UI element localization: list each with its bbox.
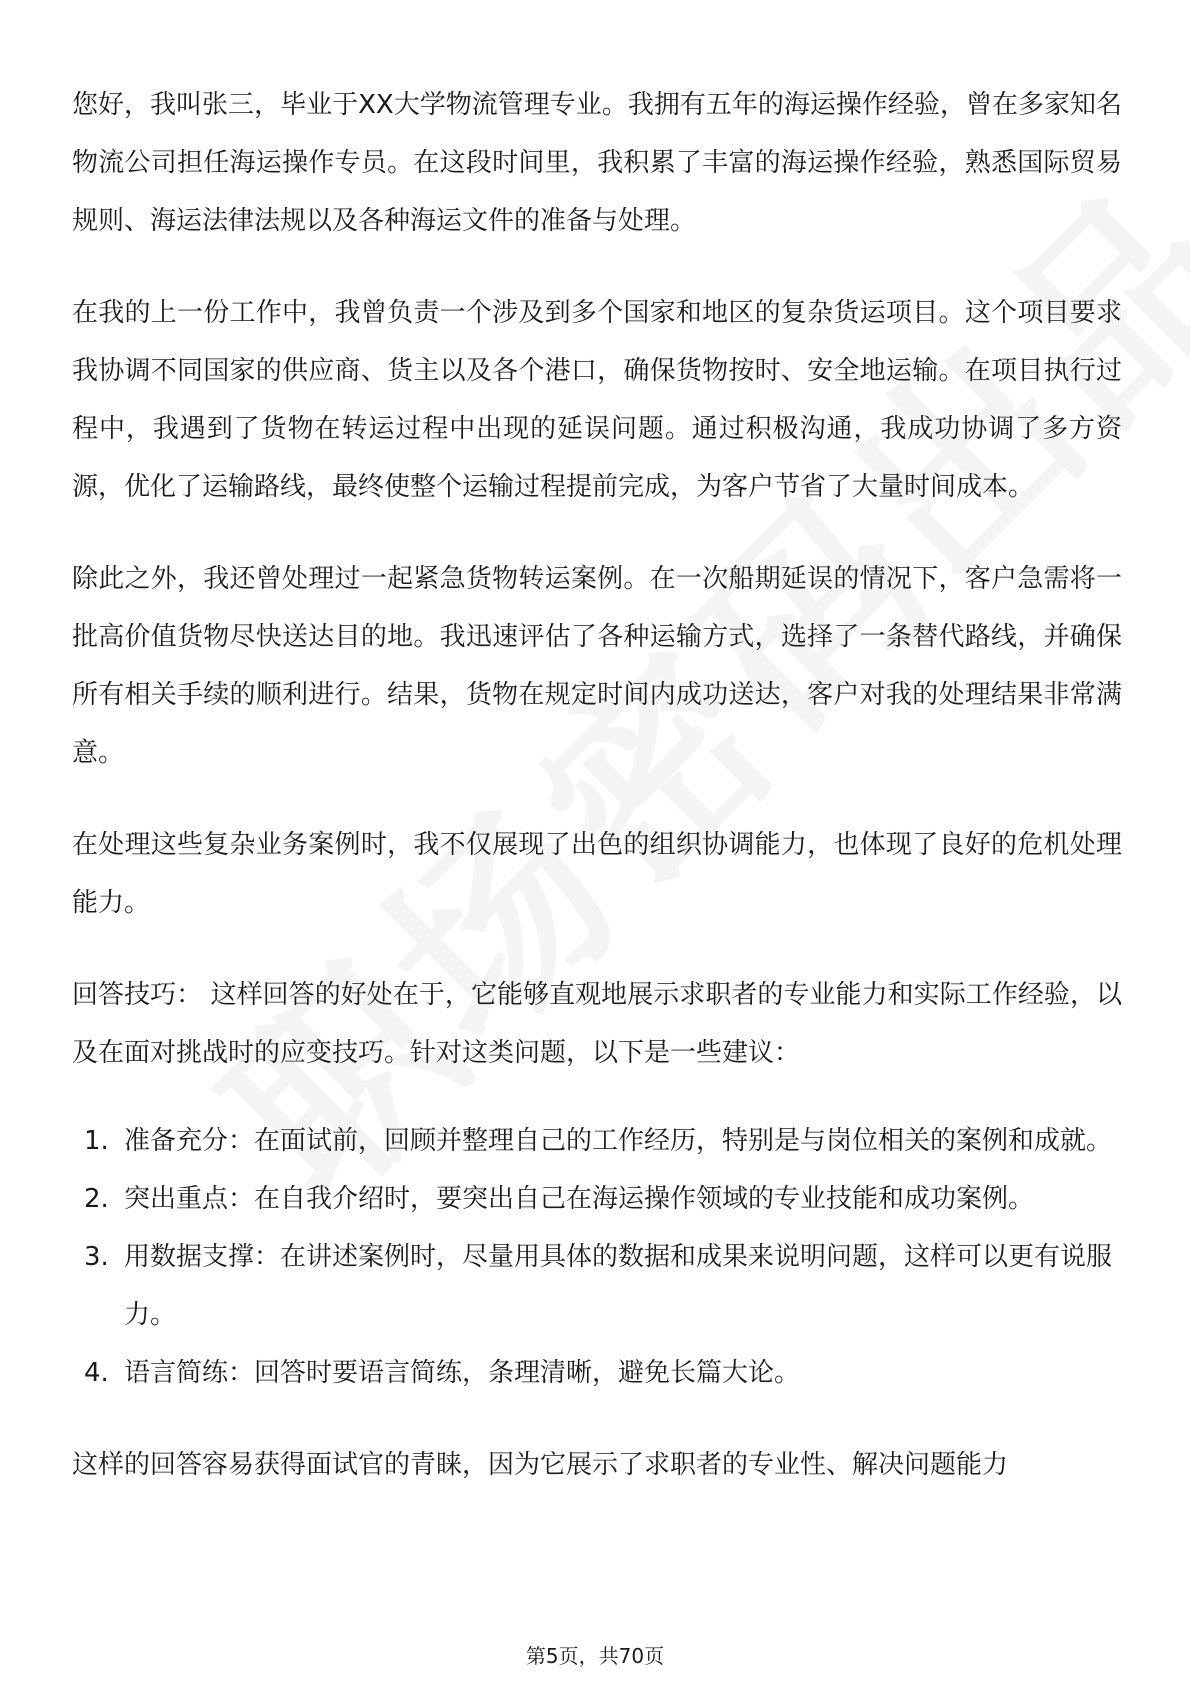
paragraph-urgent-case: 除此之外，我还曾处理过一起紧急货物转运案例。在一次船期延误的情况下，客户急需将一批高价值货物尽快送达目的地。我迅速评估了各种运输方式，选择了一条替代路线，并确保所有相关手续的顺利进行。结果，货物在规定时间内成功送达，客户对我的处理结果非常满意。 [72, 564, 1122, 768]
list-text: 突出重点：在自我介绍时，要突出自己在海运操作领域的专业技能和成功案例。 [124, 1184, 1035, 1214]
list-item [72, 1228, 1122, 1344]
page-number: 第5页，共70页 [525, 1644, 665, 1668]
list-number: 2. [84, 1184, 109, 1214]
list-text: 准备充分：在面试前，回顾并整理自己的工作经历，特别是与岗位相关的案例和成就。 [124, 1126, 1113, 1156]
paragraph-intro: 您好，我叫张三，毕业于XX大学物流管理专业。我拥有五年的海运操作经验，曾在多家知名物流公司担任海运操作专员。在这段时间里，我积累了丰富的海运操作经验，熟悉国际贸易规则、海运法律法规以及各种海运文件的准备与处理。 [72, 90, 1122, 236]
tips-list [72, 1112, 1122, 1402]
paragraph-project: 在我的上一份工作中，我曾负责一个涉及到多个国家和地区的复杂货运项目。这个项目要求我协调不同国家的供应商、货主以及各个港口，确保货物按时、安全地运输。在项目执行过程中，我遇到了货物在转运过程中出现的延误问题。通过积极沟通，我成功协调了多方资源，优化了运输路线，最终使整个运输过程提前完成，为客户节省了大量时间成本。 [72, 298, 1122, 502]
list-number: 1. [84, 1126, 109, 1156]
list-item [72, 1170, 1122, 1228]
list-number: 4. [84, 1358, 109, 1388]
paragraph-answer-tips: 回答技巧： 这样回答的好处在于，它能够直观地展示求职者的专业能力和实际工作经验，以及在面对挑战时的应变技巧。针对这类问题，以下是一些建议： [72, 980, 1122, 1068]
document-body [72, 76, 1122, 1528]
list-item [72, 1344, 1122, 1402]
list-number: 3. [84, 1242, 109, 1272]
paragraph-summary: 在处理这些复杂业务案例时，我不仅展现了出色的组织协调能力，也体现了良好的危机处理能力。 [72, 830, 1122, 918]
list-text: 用数据支撑：在讲述案例时，尽量用具体的数据和成果来说明问题，这样可以更有说服力。 [124, 1242, 1113, 1330]
list-text: 语言简练：回答时要语言简练，条理清晰，避免长篇大论。 [124, 1358, 801, 1388]
list-item [72, 1112, 1122, 1170]
paragraph-closing: 这样的回答容易获得面试官的青睐，因为它展示了求职者的专业性、解决问题能力 [72, 1450, 1009, 1480]
